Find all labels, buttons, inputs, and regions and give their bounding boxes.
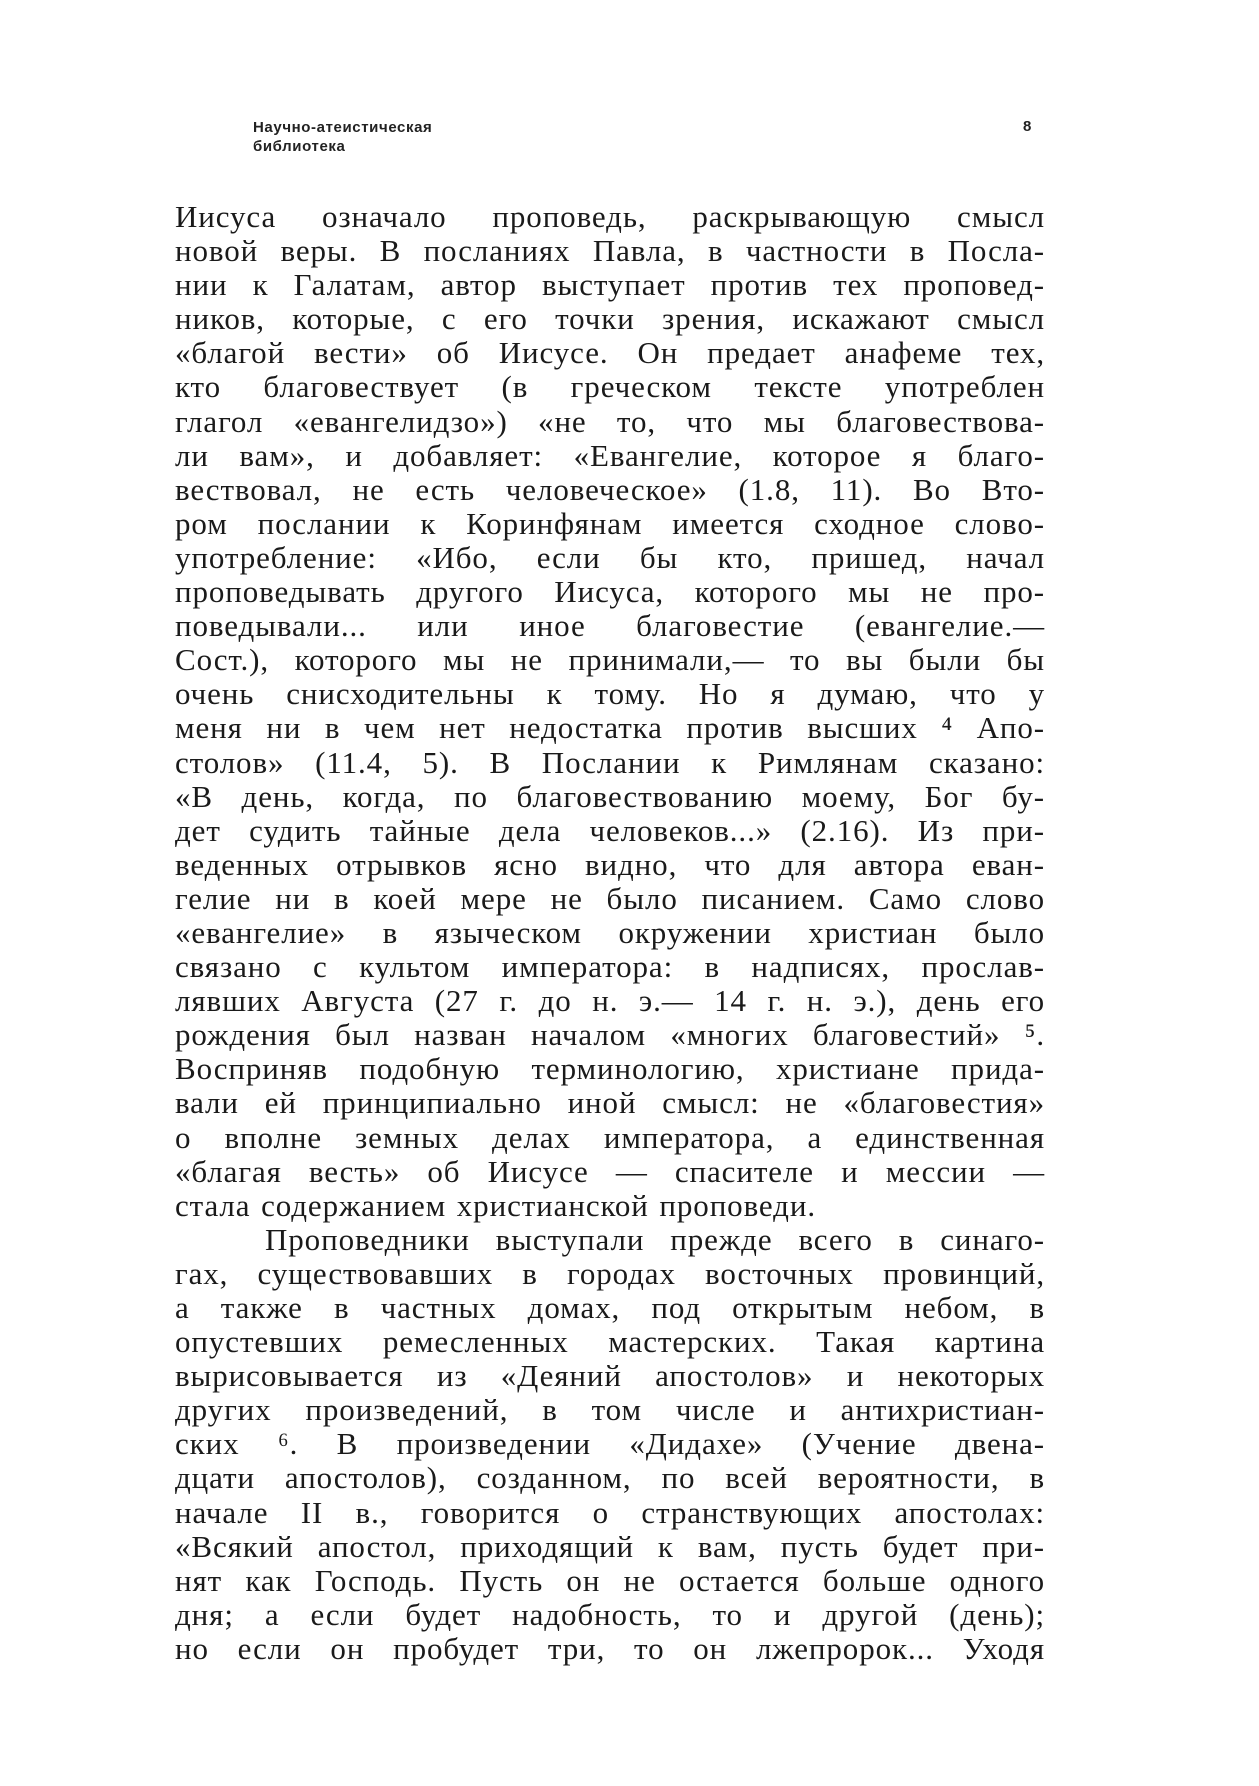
text-line: вествовал, не есть человеческое» (1.8, 11). Во Вто- [175, 471, 1045, 507]
text-line: «благой вести» об Иисусе. Он предает анафеме тех, [175, 335, 1045, 371]
text-line: а также в частных домах, под открытым небом, в [175, 1290, 1045, 1325]
text-line: очень снисходительны к тому. Но я думаю, что у [175, 676, 1045, 712]
text-line: веденных отрывков ясно видно, что для автора еван- [175, 846, 1045, 882]
series-title-line1: Научно-атеистическая [253, 119, 433, 136]
text-line: лявших Августа (27 г. до н. э.— 14 г. н. э.), день его [175, 983, 1045, 1019]
text-line: меня ни в чем нет недостатка против высших ⁴ Апо- [175, 710, 1045, 746]
text-line: проповедывать другого Иисуса, которого мы не про- [175, 574, 1045, 610]
text-line: других произведений, в том числе и антихристиан- [175, 1392, 1045, 1428]
text-line: «благая весть» об Иисусе — спасителе и мессии — [175, 1153, 1045, 1189]
paragraph [175, 200, 1045, 1223]
text-line: Сост.), которого мы не принимали,— то вы были бы [175, 642, 1045, 678]
text-line: гелие ни в коей мере не было писанием. Само слово [175, 880, 1045, 916]
text-line: столов» (11.4, 5). В Послании к Римлянам сказано: [175, 744, 1045, 780]
text-line: гах, существовавших в городах восточных провинций, [175, 1255, 1045, 1291]
running-head [253, 118, 432, 156]
text-line: глагол «евангелидзо») «не то, что мы благовествова- [175, 403, 1045, 439]
text-line: дет судить тайные дела человеков...» (2.16). Из при- [175, 812, 1045, 848]
text-line: дня; а если будет надобность, то и другой (день); [175, 1596, 1045, 1632]
text-line: Восприняв подобную терминологию, христиане прида- [175, 1051, 1045, 1087]
body-text [175, 200, 1045, 1666]
text-line: Проповедники выступали прежде всего в синаго- [265, 1221, 1045, 1257]
text-line: ром послании к Коринфянам имеется сходное слово- [175, 505, 1045, 541]
text-line: поведывали... или иное благовестие (евангелие.— [175, 608, 1045, 644]
text-line: связано с культом императора: в надписях, прослав- [175, 949, 1045, 985]
text-line: «евангелие» в языческом окружении христиан было [175, 914, 1045, 950]
text-line: «В день, когда, по благовествованию моему, Бог бу- [175, 778, 1045, 814]
text-line: ли вам», и добавляет: «Евангелие, которое я благо- [175, 437, 1045, 473]
text-line: опустевших ремесленных мастерских. Такая картина [175, 1324, 1045, 1360]
text-line: кто благовествует (в греческом тексте употреблен [175, 369, 1045, 405]
text-line: Иисуса означало проповедь, раскрывающую смысл [175, 199, 1045, 234]
text-line: о вполне земных делах императора, а единственная [175, 1119, 1045, 1155]
text-line: стала содержанием христианской проповеди. [175, 1187, 816, 1223]
text-line: вырисовывается из «Деяний апостолов» и некоторых [175, 1358, 1045, 1394]
text-line: рождения был назван началом «многих благовестий» ⁵. [175, 1017, 1045, 1053]
text-line: вали ей принципиально иной смысл: не «благовестия» [175, 1085, 1045, 1121]
paragraph [175, 1223, 1045, 1666]
page-number: 8 [1023, 118, 1032, 135]
text-line: ских ⁶. В произведении «Дидахе» (Учение двена- [175, 1426, 1045, 1462]
text-line: но если он пробудет три, то он лжепророк... Уходя [175, 1630, 1045, 1666]
text-line: нят как Господь. Пусть он не остается больше одного [175, 1562, 1045, 1598]
text-line: начале II в., говорится о странствующих апостолах: [175, 1494, 1045, 1530]
text-line: дцати апостолов), созданном, по всей вероятности, в [175, 1460, 1045, 1496]
series-title-line2: библиотека [253, 138, 346, 155]
text-line: ников, которые, с его точки зрения, искажают смысл [175, 301, 1045, 337]
text-line: нии к Галатам, автор выступает против тех проповед- [175, 267, 1045, 303]
text-line: новой веры. В посланиях Павла, в частности в Посла- [175, 233, 1045, 269]
text-line: употребление: «Ибо, если бы кто, пришед, начал [175, 539, 1045, 575]
text-line: «Всякий апостол, приходящий к вам, пусть будет при- [175, 1528, 1045, 1564]
